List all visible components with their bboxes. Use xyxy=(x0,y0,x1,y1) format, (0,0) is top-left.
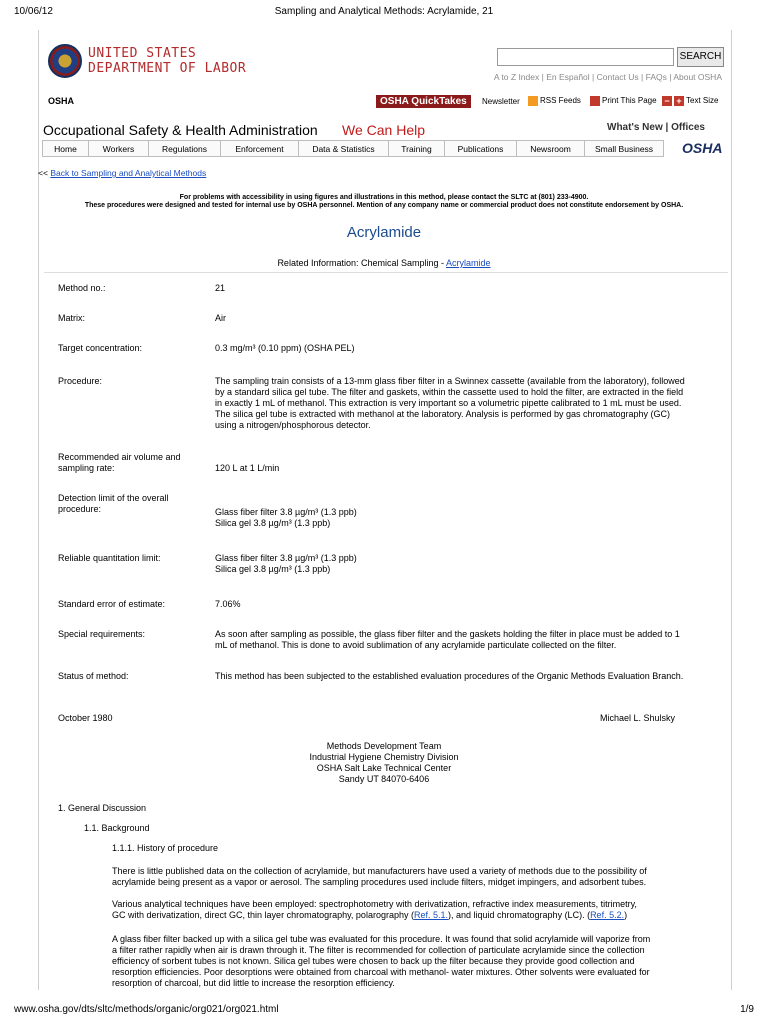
print-date: 10/06/12 xyxy=(14,6,53,17)
nav-enforcement[interactable]: Enforcement xyxy=(220,140,298,157)
link-contact[interactable]: Contact Us xyxy=(596,72,639,82)
subsubsection-heading: 1.1.1. History of procedure xyxy=(112,843,219,853)
nav-home[interactable]: Home xyxy=(42,140,88,157)
method-label: Method no.: xyxy=(58,283,106,293)
airvol-label: Recommended air volume and sampling rate: xyxy=(58,452,181,473)
main-nav xyxy=(42,140,728,157)
print-footer xyxy=(14,1004,754,1018)
target-label: Target concentration: xyxy=(58,343,143,353)
back-link[interactable]: Back to Sampling and Analytical Methods xyxy=(50,168,207,178)
detection-value xyxy=(215,507,685,529)
print-link[interactable] xyxy=(590,96,657,106)
text-smaller-icon[interactable]: − xyxy=(662,96,672,106)
team-line: OSHA Salt Lake Technical Center xyxy=(316,763,452,773)
back-prefix: << xyxy=(38,168,48,178)
status-value: This method has been subjected to the established evaluation procedures of the Organic Methods Evaluation Branch. xyxy=(215,671,684,681)
date-written: October 1980 xyxy=(58,713,113,723)
para2-mid: ), and liquid chromatography (LC). ( xyxy=(448,910,591,920)
newsletter-link[interactable]: Newsletter xyxy=(482,97,520,106)
target-value: 0.3 mg/m³ (0.10 ppm) (OSHA PEL) xyxy=(215,343,355,353)
link-faqs[interactable]: FAQs xyxy=(645,72,667,82)
nav-small-business[interactable]: Small Business xyxy=(584,140,664,157)
detection-silica: Silica gel 3.8 µg/m³ (1.3 ppb) xyxy=(215,518,331,528)
stderr-label: Standard error of estimate: xyxy=(58,599,166,609)
nav-workers[interactable]: Workers xyxy=(88,140,148,157)
dol-seal-icon[interactable] xyxy=(48,44,82,78)
team-address xyxy=(40,741,728,785)
page-title: Acrylamide xyxy=(346,224,422,241)
osha-logo[interactable]: OSHA xyxy=(682,140,723,156)
text-larger-icon[interactable]: + xyxy=(674,96,684,106)
procedure-label: Procedure: xyxy=(58,376,103,386)
airvol-value: 120 L at 1 L/min xyxy=(215,463,280,473)
quant-value xyxy=(215,553,685,575)
related-info xyxy=(40,258,728,268)
subsection-heading: 1.1. Background xyxy=(84,823,150,833)
link-espanol[interactable]: En Español xyxy=(546,72,590,82)
quicktakes-badge[interactable]: OSHA QuickTakes xyxy=(376,95,471,108)
author: Michael L. Shulsky xyxy=(600,713,676,723)
related-link[interactable]: Acrylamide xyxy=(446,258,491,268)
team-line: Methods Development Team xyxy=(326,741,442,751)
search-input[interactable] xyxy=(497,48,674,66)
whats-new-offices[interactable]: What's New | Offices xyxy=(607,122,705,133)
rss-link[interactable] xyxy=(528,96,581,106)
section-heading: 1. General Discussion xyxy=(58,803,147,813)
we-can-help[interactable]: We Can Help xyxy=(342,122,426,138)
notice xyxy=(40,194,728,210)
nav-regulations[interactable]: Regulations xyxy=(148,140,220,157)
paragraph-history: There is little published data on the collection of acrylamide, but manufacturers have used a variety of methods due to the possibility of acrylamide being present as a vapor or aerosol. The sampling procedures used include filters, midget impingers, and adsorbent tubes. xyxy=(112,866,647,887)
divider xyxy=(44,272,728,273)
osha-label[interactable]: OSHA xyxy=(48,96,75,106)
team-line: Industrial Hygiene Chemistry Division xyxy=(309,752,459,762)
matrix-label: Matrix: xyxy=(58,313,85,323)
ref-5-2-link[interactable]: Ref. 5.2. xyxy=(590,910,625,920)
dol-line1: UNITED STATES xyxy=(88,46,197,61)
quant-silica: Silica gel 3.8 µg/m³ (1.3 ppb) xyxy=(215,564,331,574)
nav-training[interactable]: Training xyxy=(388,140,444,157)
search-button[interactable]: SEARCH xyxy=(677,47,724,67)
quant-filter: Glass fiber filter 3.8 µg/m³ (1.3 ppb) xyxy=(215,553,357,563)
nav-newsroom[interactable]: Newsroom xyxy=(516,140,584,157)
print-label: Print This Page xyxy=(602,96,657,106)
detection-filter: Glass fiber filter 3.8 µg/m³ (1.3 ppb) xyxy=(215,507,357,517)
team-line: Sandy UT 84070-6406 xyxy=(338,774,430,784)
paragraph-techniques xyxy=(112,899,652,921)
special-value: As soon after sampling as possible, the glass fiber filter and the gaskets holding the filter in place must be added to 1 mL of methanol. This is done to avoid sublimation of any acrylamide particulate collected on the filter. xyxy=(215,629,680,650)
status-label: Status of method: xyxy=(58,671,129,681)
link-a-to-z[interactable]: A to Z Index xyxy=(493,72,540,82)
utility-links: A to Z Index | En Español | Contact Us | FAQs | About OSHA xyxy=(493,72,722,82)
stderr-value: 7.06% xyxy=(215,599,241,609)
detection-label: Detection limit of the overall procedure: xyxy=(58,493,169,514)
agency-name[interactable]: Occupational Safety & Health Administration xyxy=(43,122,318,138)
para2-end: ) xyxy=(624,910,628,920)
special-label: Special requirements: xyxy=(58,629,146,639)
dol-wordmark[interactable] xyxy=(88,46,246,76)
dol-line2: DEPARTMENT OF LABOR xyxy=(88,61,247,76)
ref-5-1-link[interactable]: Ref. 5.1. xyxy=(413,910,448,920)
notice-disclaimer: These procedures were designed and tested for internal use by OSHA personnel. Mention of any company name or commercial product does not constitute endorsement by OSHA. xyxy=(84,202,684,209)
rss-icon xyxy=(528,96,538,106)
print-url: www.osha.gov/dts/sltc/methods/organic/org021/org021.html xyxy=(14,1004,279,1015)
para2-text: Various analytical techniques have been employed: spectrophotometry with derivatization, refractive index measurements, titrimetry, GC with derivatization, direct GC, thin layer chromatography, polarography ( xyxy=(112,899,637,920)
matrix-value: Air xyxy=(215,313,226,323)
text-size-label: Text Size xyxy=(686,96,719,106)
method-value: 21 xyxy=(215,283,226,293)
related-prefix: Related Information: Chemical Sampling - xyxy=(277,258,447,268)
print-title: Sampling and Analytical Methods: Acrylamide, 21 xyxy=(274,6,494,17)
paragraph-evaluation: A glass fiber filter backed up with a silica gel tube was evaluated for this procedure. It was found that solid acrylamide will vaporize from a filter rather rapidly when air is drawn through it. The filter is recommended for collection of particulate acrylamide since the collection efficiency of sorbent tubes is not known. Silica gel tubes were chosen to back up the filter because they provide good collection and resorption efficiencies. Poor desorptions were obtained from charcoal with methanol- water mixtures. Other solvents were evaluated for resorption of charcoal, but did little to increase the resorption efficiency. xyxy=(112,934,651,988)
back-link-row xyxy=(38,168,206,178)
procedure-value: The sampling train consists of a 13-mm glass fiber filter in a Swinnex cassette (available from the laboratory), followed by a standard silica gel tube. The filter and gaskets, within the cassette used to hold the filter, are extracted in the field in exactly 1 mL of methanol. This extraction is very important so a volumetric pipette calibrated to 1 mL must be used. The silica gel tube is extracted with methanol at the laboratory. Analysis is performed by gas chromatography (GC) using a nitrogen/phosphorous detector. xyxy=(215,376,685,430)
quant-label: Reliable quantitation limit: xyxy=(58,553,161,563)
nav-publications[interactable]: Publications xyxy=(444,140,516,157)
printer-icon xyxy=(590,96,600,106)
link-about[interactable]: About OSHA xyxy=(673,72,722,82)
rss-label: RSS Feeds xyxy=(540,96,581,106)
nav-data-statistics[interactable]: Data & Statistics xyxy=(298,140,388,157)
print-page-number: 1/9 xyxy=(740,1004,754,1015)
text-size-control xyxy=(662,96,718,106)
notice-accessibility: For problems with accessibility in using figures and illustrations in this method, please contact the SLTC at (801) 233-4900. xyxy=(179,194,589,201)
print-header xyxy=(14,6,754,20)
